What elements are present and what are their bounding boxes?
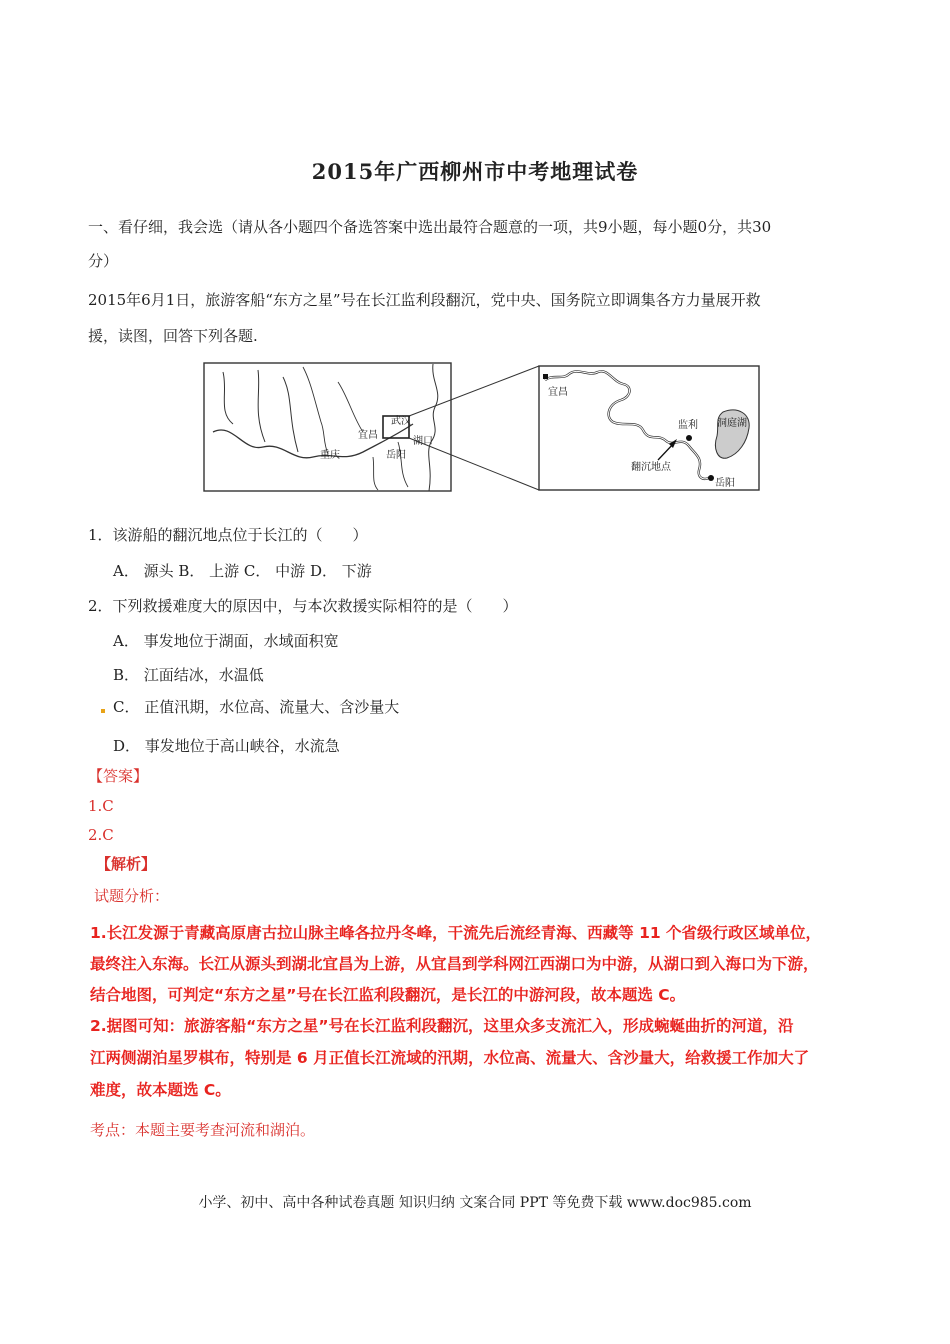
analysis-point: 考点：本题主要考查河流和湖泊。 xyxy=(90,1121,316,1139)
section-heading-line2: 分） xyxy=(88,252,119,270)
analysis-line-1: 1.长江发源于青藏高原唐古拉山脉主峰各拉丹冬峰，干流先后流经青海、西藏等 11 个省级行政区域单位， xyxy=(90,924,822,942)
map-label-hukou: 湖口 xyxy=(413,436,433,447)
map-label-wuhan: 武汉 xyxy=(391,416,411,427)
question-2-option-a: A． 事发地位于湖面，水域面积宽 xyxy=(113,632,339,650)
section-heading-line1: 一、看仔细，我会选（请从各小题四个备选答案中选出最符合题意的一项，共9小题，每小题0分，共30 xyxy=(88,218,772,236)
question-2-option-c: C． 正值汛期，水位高、流量大、含沙量大 xyxy=(113,698,400,716)
map-label-capsize-site: 翻沉地点 xyxy=(631,462,671,473)
analysis-line-5: 江两侧湖泊星罗棋布，特别是 6 月正值长江流域的汛期，水位高、流量大、含沙量大，给救援工作加大了 xyxy=(90,1049,810,1067)
answer-item-2: 2.C xyxy=(88,826,114,844)
yangtze-map-figure xyxy=(203,362,761,494)
map-label-yueyang-zoom: 岳阳 xyxy=(715,478,735,489)
analysis-label: 【解析】 xyxy=(96,855,157,873)
page-title: 2015年广西柳州市中考地理试卷 xyxy=(311,159,639,184)
intro-line2: 援，读图，回答下列各题. xyxy=(88,327,258,345)
map-label-yueyang: 岳阳 xyxy=(386,450,406,461)
analysis-intro: 试题分析： xyxy=(94,887,170,905)
answer-label: 【答案】 xyxy=(88,767,149,785)
analysis-line-4: 2.据图可知：旅游客船“东方之星”号在长江监利段翻沉，这里众多支流汇入，形成蜿蜒曲折的河道，沿 xyxy=(90,1017,794,1035)
map-label-dongting-lake: 洞庭湖 xyxy=(717,418,747,429)
map-label-yichang: 宜昌 xyxy=(358,430,378,441)
intro-line1: 2015年6月1日，旅游客船“东方之星”号在长江监利段翻沉，党中央、国务院立即调集各方力量展开救 xyxy=(88,291,761,309)
map-label-chongqing: 重庆 xyxy=(320,450,340,461)
question-2-stem: 2．下列救援难度大的原因中，与本次救援实际相符的是（ ） xyxy=(88,597,518,615)
marker-dot xyxy=(101,709,105,713)
question-2-option-d: D． 事发地位于高山峡谷，水流急 xyxy=(113,737,340,755)
map-label-jianli: 监利 xyxy=(678,420,698,431)
question-1-stem: 1．该游船的翻沉地点位于长江的（ ） xyxy=(88,526,368,544)
analysis-line-2: 最终注入东海。长江从源头到湖北宜昌为上游，从宜昌到学科网江西湖口为中游，从湖口到入海口为下游， xyxy=(90,955,819,973)
page-footer: 小学、初中、高中各种试卷真题 知识归纳 文案合同 PPT 等免费下载 www.doc985.com xyxy=(198,1195,752,1211)
map-label-yichang-zoom: 宜昌 xyxy=(548,387,568,398)
analysis-line-3: 结合地图，可判定“东方之星”号在长江监利段翻沉，是长江的中游河段，故本题选 C。 xyxy=(90,986,686,1004)
analysis-line-6: 难度，故本题选 C。 xyxy=(90,1081,231,1099)
answer-item-1: 1.C xyxy=(88,797,114,815)
question-2-option-b: B． 江面结冰，水温低 xyxy=(113,666,264,684)
question-1-options: A． 源头 B． 上游 C． 中游 D． 下游 xyxy=(113,562,372,580)
